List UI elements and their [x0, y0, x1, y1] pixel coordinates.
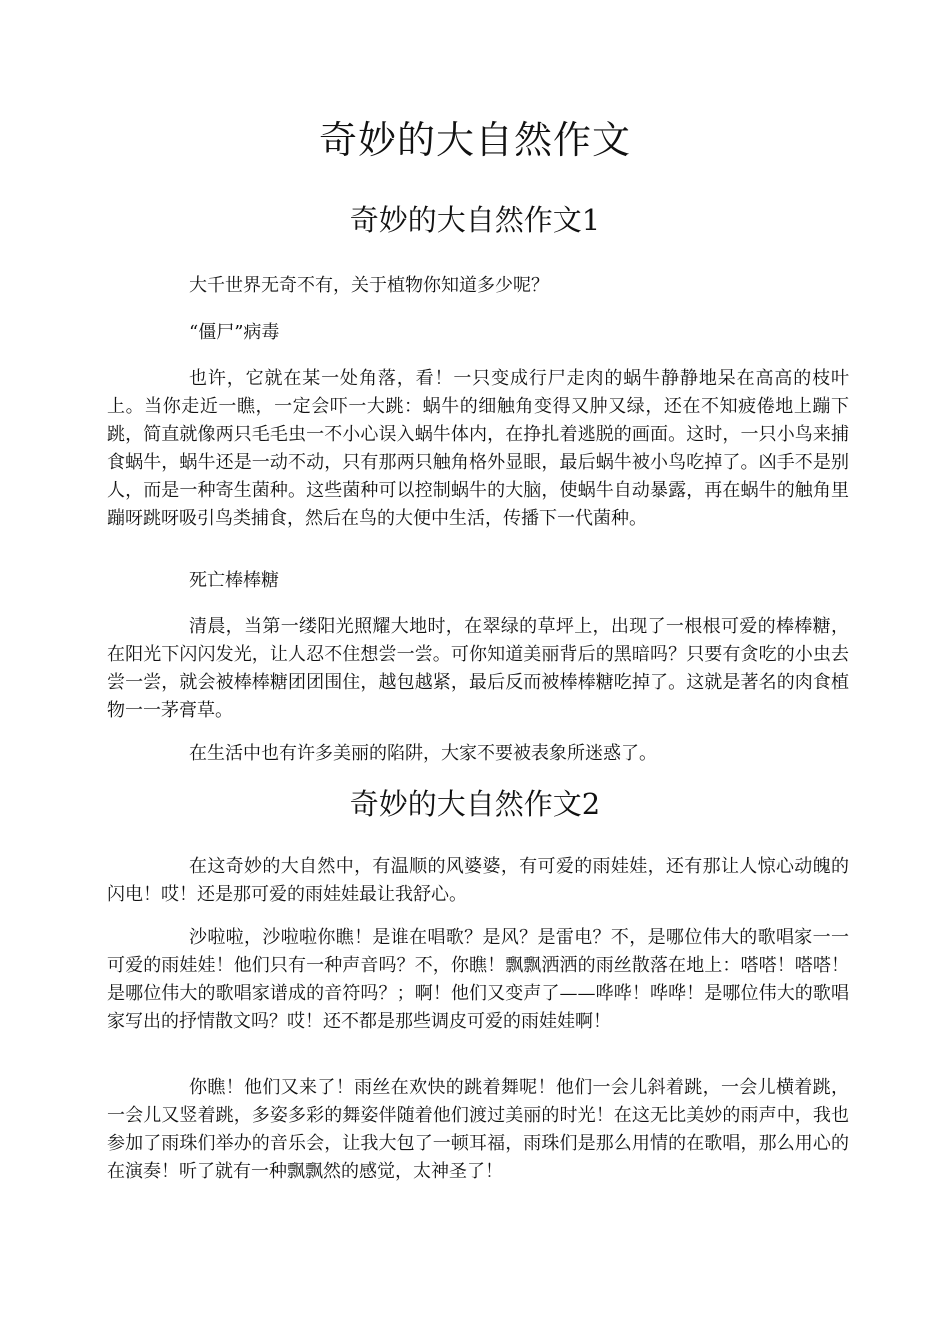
section-1-subheading-zombie-virus: “僵尸”病毒: [189, 322, 280, 343]
section-2-paragraph-1: 在这奇妙的大自然中，有温顺的风婆婆，有可爱的雨娃娃，还有那让人惊心动魄的闪电！哎！还是那可爱的雨娃娃最让我舒心。: [107, 856, 849, 905]
document-title: 奇妙的大自然作文: [318, 118, 631, 162]
section-1-paragraph-1: 大千世界无奇不有，关于植物你知道多少呢？: [189, 275, 549, 296]
section-2-paragraph-2: 沙啦啦，沙啦啦你瞧！是谁在唱歌？是风？是雷电？不，是哪位伟大的歌唱家一一可爱的雨娃娃！他们只有一种声音吗？不，你瞧！飘飘洒洒的雨丝散落在地上：嗒嗒！嗒嗒！是哪位伟大的歌唱家谱成的音符吗？；啊！他们又变声了——哗哗！哗哗！是哪位伟大的歌唱家写出的抒情散文吗？哎！还不都是那些调皮可爱的雨娃娃啊！: [107, 927, 849, 1032]
section-1-heading: 奇妙的大自然作文1: [349, 203, 601, 237]
section-1-subheading-death-lollipop: 死亡棒棒糖: [189, 570, 279, 591]
section-1-paragraph-4: 在生活中也有许多美丽的陷阱，大家不要被表象所迷惑了。: [189, 743, 657, 764]
section-1-paragraph-3: 清晨，当第一缕阳光照耀大地时，在翠绿的草坪上，出现了一根根可爱的棒棒糖，在阳光下闪闪发光，让人忍不住想尝一尝。可你知道美丽背后的黑暗吗？只要有贪吃的小虫去尝一尝，就会被棒棒糖团团围住，越包越紧，最后反而被棒棒糖吃掉了。这就是著名的肉食植物一一茅膏草。: [107, 616, 849, 721]
section-2-paragraph-3: 你瞧！他们又来了！雨丝在欢快的跳着舞呢！他们一会儿斜着跳，一会儿横着跳，一会儿又竖着跳，多姿多彩的舞姿伴随着他们渡过美丽的时光！在这无比美妙的雨声中，我也参加了雨珠们举办的音乐会，让我大包了一顿耳福，雨珠们是那么用情的在歌唱，那么用心的在演奏！听了就有一种飘飘然的感觉，太神圣了！: [107, 1077, 849, 1182]
section-2-heading: 奇妙的大自然作文2: [349, 787, 601, 821]
section-1-paragraph-2: 也许，它就在某一处角落，看！一只变成行尸走肉的蜗牛静静地呆在高高的枝叶上。当你走近一瞧，一定会吓一大跳：蜗牛的细触角变得又肿又绿，还在不知疲倦地上蹦下跳，简直就像两只毛毛虫一不小心误入蜗牛体内，在挣扎着逃脱的画面。这时，一只小鸟来捕食蜗牛，蜗牛还是一动不动，只有那两只触角格外显眼，最后蜗牛被小鸟吃掉了。凶手不是别人，而是一种寄生菌种。这些菌种可以控制蜗牛的大脑，使蜗牛自动暴露，再在蜗牛的触角里蹦呀跳呀吸引鸟类捕食，然后在鸟的大便中生活，传播下一代菌种。: [107, 368, 849, 529]
